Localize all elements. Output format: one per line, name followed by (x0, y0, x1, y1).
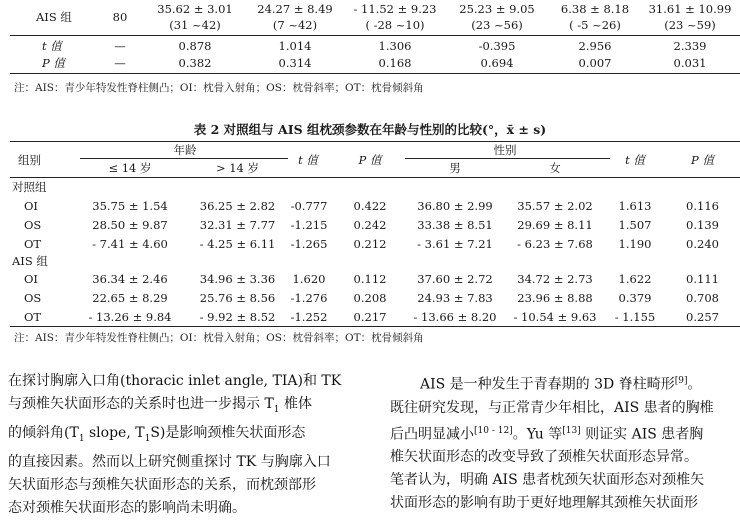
table2-footnote: 注：AIS：青少年特发性脊柱侧凸；OI：枕骨入射角；OS：枕骨斜率；OT：枕骨倾斜角 (14, 332, 424, 344)
table1-cell: 0.878 (178, 39, 212, 53)
table-cell: -1.215 (290, 218, 328, 232)
table-cell: - 13.66 ± 8.20 (413, 310, 497, 324)
table-cell: 0.242 (353, 218, 387, 232)
table1-cell: (23 ~56) (471, 18, 523, 32)
text-line: 的直接因素。然而以上研究侧重探讨 TK 与胸廓入口 (8, 453, 331, 470)
table-cell: 34.96 ± 3.36 (199, 272, 276, 286)
table-cell: -1.252 (290, 310, 328, 324)
table-cell: 36.80 ± 2.99 (417, 199, 493, 213)
table-cell: - 10.54 ± 9.63 (513, 310, 597, 324)
table1-cell: 80 (112, 10, 128, 24)
table1-cell: 0.694 (480, 56, 514, 70)
text-line: 与颈椎矢状面形态的关系时也进一步揭示 $T_1$ 椎体 (8, 396, 312, 415)
text-line: AIS 是一种发生于青春期的 3D 脊柱畸形[9]。 (420, 376, 702, 393)
table1-cell: (23 ~59) (664, 18, 716, 32)
text-line: 状面形态的影响有助于更好地理解其颈椎矢状面形 (390, 495, 698, 512)
table1-cell: 2.339 (673, 39, 707, 53)
table1-cell: 31.61 ± 10.99 (648, 2, 732, 16)
table-cell: 1.190 (618, 237, 652, 251)
table-cell: - 3.61 ± 7.21 (417, 237, 493, 251)
table1-cell: -0.395 (478, 39, 516, 53)
table-cell: 32.31 ± 7.77 (199, 218, 276, 232)
table-cell: -1.265 (290, 237, 328, 251)
table1-cell: (7 ~42) (272, 18, 318, 32)
table1-cell: 6.38 ± 8.18 (560, 2, 630, 16)
table-cell: 22.65 ± 8.29 (92, 291, 168, 305)
header-sex: 性别 (493, 143, 517, 157)
header-p2: P 值 (691, 153, 714, 167)
text-line: 笔者认为，明确 AIS 患者枕颈矢状面形态对颈椎矢 (390, 472, 705, 489)
table-cell: 1.507 (618, 218, 652, 232)
table-cell: 0.217 (353, 310, 387, 324)
table-cell: 24.93 ± 7.83 (417, 291, 493, 305)
table-cell: - 4.25 ± 6.11 (199, 237, 276, 251)
table1-cell: 24.27 ± 8.49 (257, 2, 333, 16)
header-age-gt14: > 14 岁 (215, 161, 260, 175)
header-age: 年龄 (173, 143, 197, 157)
table-cell: 35.57 ± 2.02 (517, 199, 593, 213)
text-line: 后凸明显减小[10 - 12]。Yu 等[13] 则证实 AIS 患者胸 (390, 425, 704, 443)
table-cell: - 13.26 ± 9.84 (88, 310, 172, 324)
header-male: 男 (449, 161, 461, 175)
table-cell: 0.240 (686, 237, 719, 251)
table-cell: 23.96 ± 8.88 (517, 291, 593, 305)
header-female: 女 (549, 161, 561, 175)
table1-cell: 0.314 (278, 56, 312, 70)
table2-title: 表 2 对照组与 AIS 组枕颈参数在年龄与性别的比较(°，x̄ ± s) (193, 122, 547, 137)
table-cell: 36.25 ± 2.82 (199, 199, 276, 213)
text-line: 既往研究发现，与正常青少年相比，AIS 患者的胸椎 (390, 399, 714, 416)
row-label: OI (24, 199, 38, 213)
table-cell: 0.379 (618, 291, 652, 305)
header-p: P 值 (358, 153, 382, 167)
table-cell: 0.212 (353, 237, 387, 251)
table1-cell: 1.014 (278, 39, 312, 53)
table-cell: - 9.92 ± 8.52 (199, 310, 276, 324)
text-line: 的倾斜角($T_1$ slope, $T_1S$)是影响颈椎矢状面形态 (8, 424, 306, 444)
text-line: 在探讨胸廓入口角(thoracic inlet angle, TIA)和 TK (8, 373, 342, 389)
header-t2: t 值 (625, 153, 645, 167)
table-cell: 0.422 (353, 199, 387, 213)
table-cell: -1.276 (290, 291, 328, 305)
table1-cell: — (114, 39, 126, 53)
table1-cell: 0.031 (673, 56, 707, 70)
table1-row-label: P 值 (42, 56, 65, 70)
row-label: OT (24, 310, 42, 324)
table-cell: - 7.41 ± 4.60 (92, 237, 168, 251)
table-cell: 1.613 (618, 199, 652, 213)
table1-row-label: AIS 组 (36, 10, 72, 24)
text-line: 矢状面形态与颈椎矢状面形态的关系，而枕颈部形 (8, 476, 316, 493)
table1-cell: 0.007 (578, 56, 612, 70)
header-t: t 值 (298, 153, 318, 167)
table-cell: 0.116 (686, 199, 719, 213)
table-cell: 1.622 (618, 272, 652, 286)
text-line: 态对颈椎矢状面形态的影响尚未明确。 (8, 499, 246, 516)
table-cell: 25.76 ± 8.56 (199, 291, 276, 305)
table-cell: 34.72 ± 2.73 (517, 272, 593, 286)
table1-cell: 2.956 (578, 39, 612, 53)
table-cell: - 1.155 (614, 310, 656, 324)
table1-cell: 1.306 (378, 39, 412, 53)
table1-cell: ( -28 ~10) (365, 18, 425, 32)
table1-cell: 0.168 (378, 56, 412, 70)
table1-cell: 25.23 ± 9.05 (459, 2, 535, 16)
body-left-column (8, 370, 373, 520)
row-label: OS (24, 218, 42, 232)
body-right-column (390, 370, 740, 515)
group-label-control: 对照组 (12, 180, 47, 194)
table1-cell: (31 ~42) (169, 18, 221, 32)
table-cell: - 6.23 ± 7.68 (517, 237, 593, 251)
table1-cell: 0.382 (178, 56, 212, 70)
table1-cell: — (114, 56, 126, 70)
table-cell: 0.139 (686, 218, 719, 232)
table-cell: 0.257 (686, 310, 719, 324)
header-age-le14: ≤ 14 岁 (108, 161, 152, 175)
table-cell: 0.208 (353, 291, 387, 305)
table1-row-label: t 值 (42, 39, 62, 53)
table-cell: 0.112 (353, 272, 387, 286)
table-cell: 35.75 ± 1.54 (92, 199, 168, 213)
table-cell: 0.708 (686, 291, 719, 305)
table-cell: 0.111 (686, 272, 719, 286)
text-line: 椎矢状面形态的改变导致了颈椎矢状面形态异常。 (390, 449, 698, 466)
group-label-ais: AIS 组 (12, 254, 48, 268)
table1-cell: ( -5 ~26) (569, 18, 621, 32)
table1-cell: 35.62 ± 3.01 (157, 2, 233, 16)
table-cell: 1.620 (292, 272, 326, 286)
table-cell: 28.50 ± 9.87 (92, 218, 168, 232)
row-label: OT (24, 237, 42, 251)
table-cell: -0.777 (290, 199, 328, 213)
row-label: OI (24, 272, 38, 286)
header-group: 组别 (18, 153, 41, 167)
table-cell: 36.34 ± 2.46 (92, 272, 168, 286)
table-cell: 33.38 ± 8.51 (417, 218, 493, 232)
row-label: OS (24, 291, 42, 305)
table1-cell: - 11.52 ± 9.23 (353, 2, 437, 16)
table-cell: 29.69 ± 8.11 (517, 218, 593, 232)
table1-footnote: 注：AIS：青少年特发性脊柱侧凸；OI：枕骨入射角；OS：枕骨斜率；OT：枕骨倾斜角 (14, 82, 424, 94)
table-cell: 37.60 ± 2.72 (417, 272, 493, 286)
